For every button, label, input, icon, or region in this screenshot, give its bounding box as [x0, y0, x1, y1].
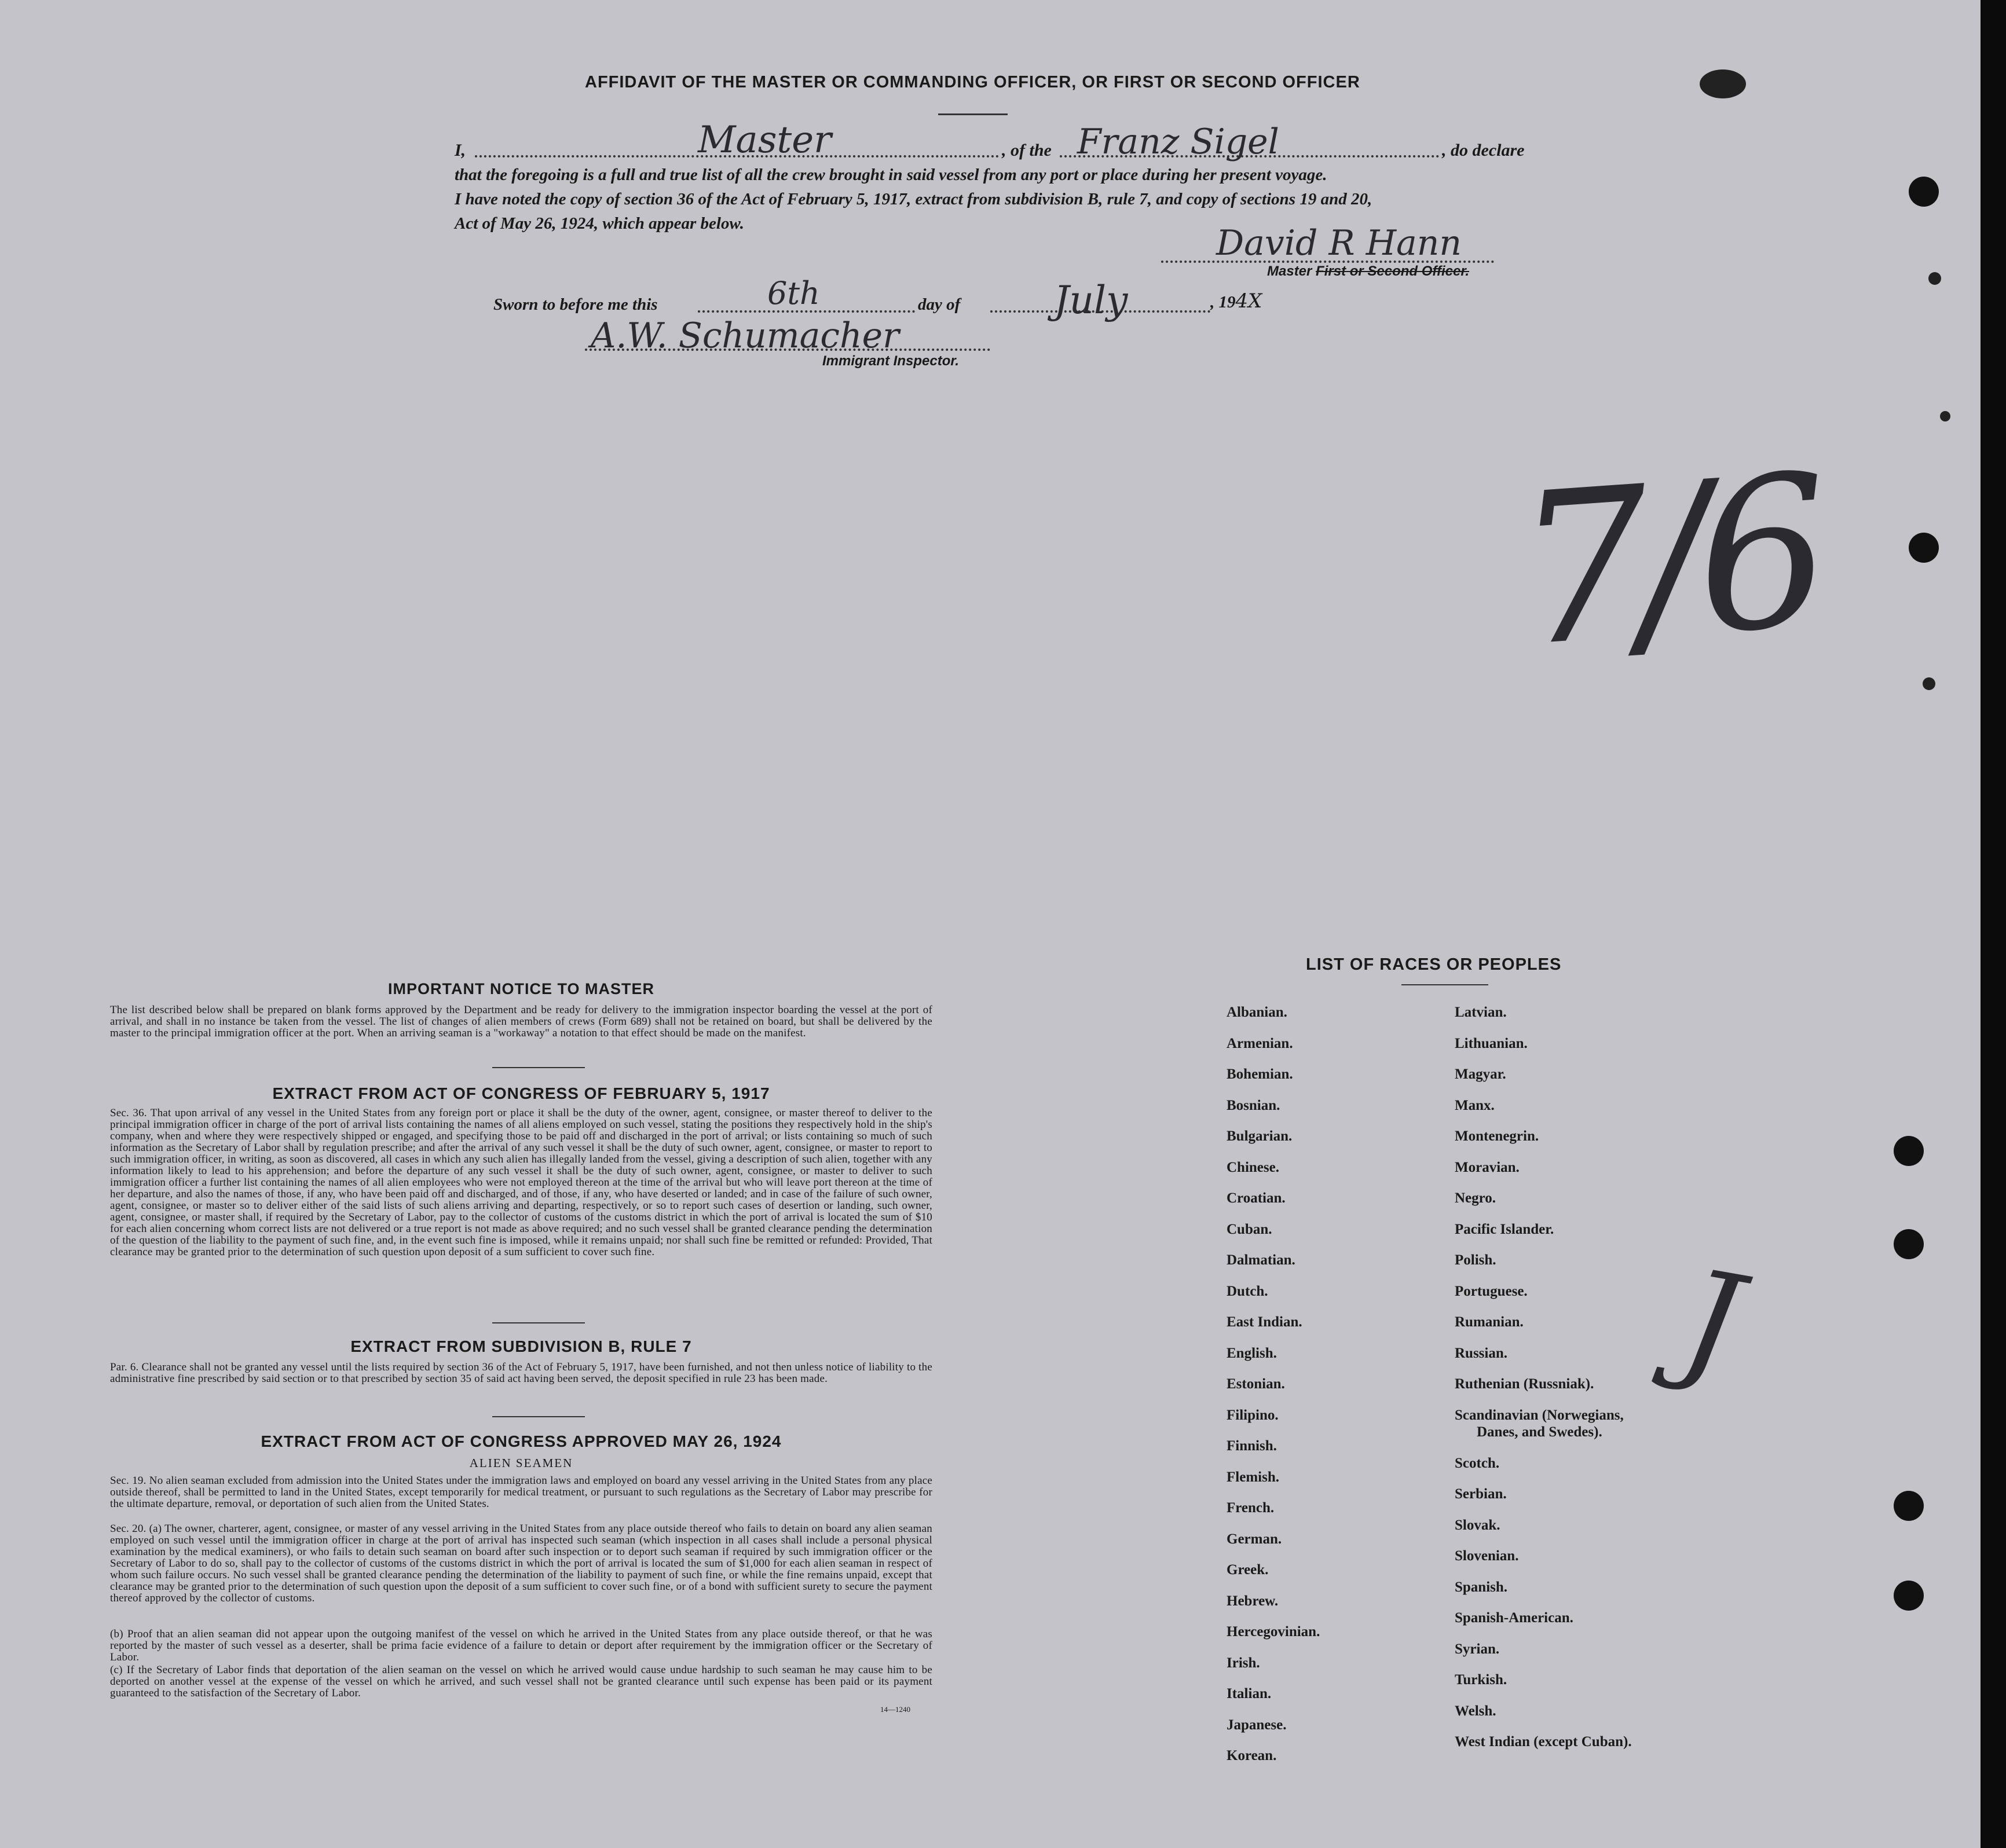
extract-rule7-title: EXTRACT FROM SUBDIVISION B, RULE 7: [350, 1337, 692, 1355]
affidavit-line-2: I have noted the copy of section 36 of the Act of February 5, 1917, extract from subdivision B, rule 7, and copy of sections 19 and 20,: [455, 190, 1372, 208]
declarant-label: I,: [455, 141, 466, 160]
race-item: East Indian.: [1227, 1314, 1302, 1330]
races-title: LIST OF RACES OR PEOPLES: [1306, 955, 1562, 974]
extract-1917-body: Sec. 36. That upon arrival of any vessel in the United States from any foreign port or place it shall be the duty of the owner, agent, consignee, or master thereof to deliver to the principal immigration officer in charge of the port of arrival lists containing the names of all aliens employed on such vessel, stating the positions they respectively hold in the ship's company, when and where they were respectively shipped or engaged, and specifying those to be paid off and discharged in the port of arrival; or lists containing so much of such information as the Secretary of Labor shall by regulation prescribe; and after the arrival of any such vessel it shall be the duty of such owner, agent, consignee, or master to report to such immigration officer, in writing, as soon as discovered, all cases in which any such alien has illegally landed from the vessel, giving a description of such alien, together with any information likely to lead to his apprehension; and before the departure of any such vessel it shall be the duty of such owner, agent, consignee, or master to deliver to such immigration officer a further list containing the names of all alien employees who were not employed thereon at the time of the arrival but who will leave port thereon at the time of her departure, and also the names of those, if any, who have been paid off and discharged, and of those, if any, who have deserted or landed; and in case of the failure of such owner, agent, consignee, or master so to deliver either of the said lists of such aliens arriving and departing, respectively, or so to report such cases of desertion or landing, such owner, agent, consignee, or master shall, if required by the Secretary of Labor, pay to the collector of customs of the customs district in which the port of arrival is located the sum of $10 for each alien concerning whom correct lists are not delivered or a true report is not made as above required; and no such vessel shall be granted clearance pending the determination of the question of the liability to the payment of such fine, and, in the event such fine is imposed, while it remains unpaid; nor shall such fine be remitted or refunded: Provided, That clearance may be granted prior to the determination of such question upon deposit of a sum sufficient to cover such fine.: [110, 1107, 932, 1258]
race-item: Japanese.: [1227, 1717, 1287, 1733]
ink-blot: [1700, 69, 1746, 98]
race-item: Armenian.: [1227, 1035, 1293, 1051]
year-handwriting: 4X: [1235, 289, 1262, 313]
race-item: Polish.: [1455, 1252, 1496, 1268]
race-item: Greek.: [1227, 1562, 1269, 1578]
race-item: Hercegovinian.: [1227, 1624, 1320, 1640]
punch-hole: [1909, 177, 1939, 207]
race-item: Finnish.: [1227, 1438, 1277, 1454]
sec19-body: Sec. 19. No alien seaman excluded from admission into the United States under the immigration laws and employed on board any vessel arriving in the United States from any place outside thereof, shall be permitted to land in the United States, except temporarily for medical treatment, or pursuant to such regulations as the Secretary of Labor may prescribe for the ultimate departure, removal, or deportation of such alien from the United States.: [110, 1475, 932, 1510]
race-item: Spanish-American.: [1455, 1610, 1573, 1626]
race-item: Ruthenian (Russniak).: [1455, 1376, 1594, 1392]
year-prefix: , 19: [1210, 293, 1236, 311]
race-item: Chinese.: [1227, 1159, 1279, 1175]
race-item: Cuban.: [1227, 1221, 1272, 1237]
race-item: Croatian.: [1227, 1190, 1286, 1206]
race-item: Dutch.: [1227, 1283, 1268, 1299]
punch-hole: [1894, 1581, 1924, 1611]
vessel-label: , of the: [1002, 141, 1052, 160]
race-item: Slovenian.: [1455, 1548, 1519, 1564]
race-item: Korean.: [1227, 1748, 1277, 1763]
race-item: Latvian.: [1455, 1004, 1507, 1020]
race-item: Irish.: [1227, 1655, 1260, 1671]
affidavit-title: AFFIDAVIT OF THE MASTER OR COMMANDING OFFICER, OR FIRST OR SECOND OFFICER: [585, 73, 1360, 91]
vessel-name-handwriting: Franz Sigel: [1077, 122, 1279, 162]
punch-hole: [1894, 1229, 1924, 1259]
sec20c-body: (c) If the Secretary of Labor finds that deportation of the alien seaman on the vessel on which he arrived would cause undue hardship to such seaman he may cause him to be deported on another vessel at the expense of the vessel on which he arrived, and such vessel shall not be granted clearance until such expense has been paid or its payment guaranteed to the satisfaction of the Secretary of Labor.: [110, 1664, 932, 1699]
race-item: Scotch.: [1455, 1455, 1500, 1471]
ink-speck: [1940, 411, 1950, 421]
race-item: West Indian (except Cuban).: [1455, 1734, 1632, 1750]
race-item: Hebrew.: [1227, 1593, 1279, 1609]
race-item: Bosnian.: [1227, 1097, 1280, 1113]
race-item: Negro.: [1455, 1190, 1496, 1206]
race-item: Dalmatian.: [1227, 1252, 1295, 1268]
declarant-handwriting: Master: [698, 119, 832, 162]
race-item: Albanian.: [1227, 1004, 1287, 1020]
races-divider: [1401, 984, 1488, 985]
annotation-initial: J: [1672, 1241, 1752, 1403]
ink-speck: [1928, 272, 1941, 285]
alien-seamen-subtitle: ALIEN SEAMEN: [469, 1456, 573, 1470]
signer-role: Master: [1267, 263, 1312, 279]
race-item: Scandinavian (Norwegians,: [1455, 1407, 1624, 1423]
race-item: Pacific Islander.: [1455, 1221, 1554, 1237]
race-item: Filipino.: [1227, 1407, 1279, 1423]
race-item: Turkish.: [1455, 1672, 1507, 1688]
day-of-label: day of: [918, 295, 961, 314]
extract-1917-title: EXTRACT FROM ACT OF CONGRESS OF FEBRUARY 5, 1917: [272, 1084, 770, 1102]
race-item: Portuguese.: [1455, 1283, 1528, 1299]
annotation-7-6: 7/6: [1509, 430, 1826, 693]
race-item: German.: [1227, 1531, 1282, 1547]
race-item: Slovak.: [1455, 1517, 1500, 1533]
race-item: Manx.: [1455, 1097, 1495, 1113]
year-label: [1210, 289, 1262, 313]
inspector-signature: A.W. Schumacher: [591, 316, 899, 356]
punch-hole: [1909, 533, 1939, 563]
punch-hole: [1894, 1491, 1924, 1521]
signer-role-label: [1267, 263, 1469, 280]
affidavit-line-3: Act of May 26, 1924, which appear below.: [455, 214, 744, 233]
extract-1924-title: EXTRACT FROM ACT OF CONGRESS APPROVED MAY 26, 1924: [261, 1432, 782, 1450]
ink-speck: [1923, 677, 1935, 690]
race-item: Bulgarian.: [1227, 1128, 1293, 1144]
race-item: Danes, and Swedes).: [1477, 1424, 1602, 1440]
race-item: Serbian.: [1455, 1486, 1507, 1502]
race-item: Montenegrin.: [1455, 1128, 1539, 1144]
race-item: Welsh.: [1455, 1703, 1496, 1719]
race-item: Syrian.: [1455, 1641, 1500, 1657]
form-number: 14—1240: [880, 1705, 910, 1714]
declare-label: , do declare: [1442, 141, 1525, 160]
race-item: French.: [1227, 1500, 1275, 1516]
sworn-day-handwriting: 6th: [767, 275, 820, 311]
race-item: Spanish.: [1455, 1579, 1508, 1595]
affidavit-line-1: that the foregoing is a full and true list of all the crew brought in said vessel from any port or place during her present voyage.: [455, 166, 1327, 184]
sec20b-body: (b) Proof that an alien seaman did not appear upon the outgoing manifest of the vessel on which he arrived in the United States from any place outside thereof, or that he was reported by the master of such vessel as a deserter, shall be prima facie evidence of a failure to detain or deport after requirement by the immigration officer or the Secretary of Labor.: [110, 1628, 932, 1663]
race-item: Bohemian.: [1227, 1066, 1293, 1082]
punch-hole: [1894, 1136, 1924, 1166]
race-item: Flemish.: [1227, 1469, 1279, 1485]
divider-3: [492, 1416, 585, 1417]
signer-role-struck: First or Second Officer.: [1316, 263, 1470, 279]
race-item: Russian.: [1455, 1345, 1508, 1361]
sworn-month-handwriting: July: [1054, 278, 1128, 322]
scan-edge: [1981, 0, 2006, 1848]
divider-1: [492, 1067, 585, 1068]
master-signature: David R Hann: [1216, 223, 1462, 263]
race-item: Magyar.: [1455, 1066, 1506, 1082]
race-item: Estonian.: [1227, 1376, 1285, 1392]
race-item: Lithuanian.: [1455, 1035, 1528, 1051]
notice-title: IMPORTANT NOTICE TO MASTER: [388, 980, 654, 998]
inspector-label: Immigrant Inspector.: [822, 353, 960, 369]
notice-body: The list described below shall be prepared on blank forms approved by the Department and be ready for delivery to the immigration inspector boarding the vessel at the port of arrival, and shall in no instance be taken from the vessel. The list of changes of alien members of crews (Form 689) shall not be retained on board, but shall be delivered by the master to the principal immigration officer at the port. When an arriving seaman is a "workaway" a notation to that effect should be made on the manifest.: [110, 1004, 932, 1039]
divider-2: [492, 1322, 585, 1323]
extract-rule7-body: Par. 6. Clearance shall not be granted any vessel until the lists required by section 36 of the Act of February 5, 1917, have been furnished, and not then unless notice of liability to the administrative fine prescribed by said section or to that prescribed by section 35 of said act having been served, the deposit specified in rule 23 has been made.: [110, 1361, 932, 1385]
sec20a-body: Sec. 20. (a) The owner, charterer, agent, consignee, or master of any vessel arriving in the United States from any place outside thereof who fails to detain on board any alien seaman employed on such vessel until the immigration officer in charge at the port of arrival has inspected such seaman (which inspection in all cases shall include a personal physical examination by the medical examiners), or who fails to detain such seaman on board after such inspection or to deport such seaman if required by such immigration officer or the Secretary of Labor to do so, shall pay to the collector of customs of the customs district in which the port of arrival is located the sum of $1,000 for each alien seaman in respect of whom such failure occurs. No such vessel shall be granted clearance pending the determination of the liability to payment of such fine, or while the fine remains unpaid, except that clearance may be granted prior to the determination of such question upon the deposit of a sum sufficient to cover such fine, or of a bond with sufficient surety to secure the payment thereof approved by the collector of customs.: [110, 1523, 932, 1604]
race-item: Italian.: [1227, 1686, 1272, 1702]
race-item: English.: [1227, 1345, 1277, 1361]
race-item: Rumanian.: [1455, 1314, 1524, 1330]
race-item: Moravian.: [1455, 1159, 1520, 1175]
sworn-label: Sworn to before me this: [493, 295, 658, 314]
title-divider: [938, 113, 1008, 115]
